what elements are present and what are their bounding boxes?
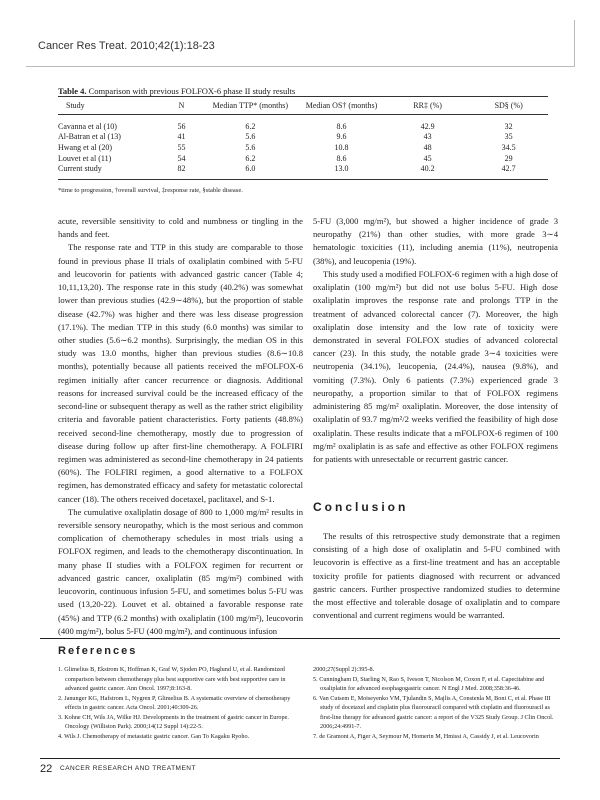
conclusion-paragraph: The results of this retrospective study demonstrate that a regimen consisting of a high dose of oxaliplatin and 5-FU combined with leucovorin is effective as a first-line treatment and has an acceptable toxicity profile for patients diagnosed with recurrent or advanced gastric cancers. Further prospective randomized studies to determine the most effective and tolerable dosage of oxaliplatin and to compare conventional and current regimens would be warranted. [313,531,560,621]
body-paragraph: The cumulative oxaliplatin dosage of 800 to 1,000 mg/m² results in reversible sensory neuropathy, which is the most serious and common complication of chemotherapy schedules in most trials using a FOLFOX regimen, and leads to the chemotherapy discontinuation. In many phase II studies with a FOLFOX regimen for recurrent or advanced gastric cancer, oxaliplatin (85 mg/m²) combined with leucovorin, continuous infusion 5-FU, and sometimes bolus 5-FU was used (13,20-22). Louvet et al. obtained a favorable response rate (45%) and TTP (6.2 months) with oxaliplatin (100 mg/m²), leucovorin (400 mg/m²), bolus 5-FU (400 mg/m²), and continuous infusion [58,506,303,636]
column-header: Median OS† (months) [297,97,386,115]
reference-item: 2000;27(Suppl 2):395-8. [313,666,375,673]
references-rule [40,638,560,639]
footer-rule [40,758,560,759]
table-cell: 8.6 [336,121,347,131]
table-caption-text: Comparison with previous FOLFOX-6 phase II study results [86,86,296,96]
body-paragraph: acute, reversible sensitivity to cold and numbness or tingling in the hands and feet. [58,216,303,240]
table-cell: Al-Batran et al (13) [58,131,121,141]
references-right [313,665,560,741]
table-footnote: *time to progression, †overall survival, ‡response rate, §stable disease. [58,187,243,194]
table-cell: 6.2 [245,153,256,163]
body-left-column [58,215,303,638]
conclusion-heading: Conclusion [313,500,409,514]
table-row [58,142,548,153]
table-cell: 34.5 [501,142,516,152]
table-cell: Current study [58,164,159,179]
column-header: N [159,97,203,115]
comparison-table [58,96,548,180]
column-header: Median TTP* (months) [204,97,298,115]
table-cell: 54 [177,153,186,163]
table-cell: 45 [423,153,432,163]
body-paragraph: 5-FU (3,000 mg/m²), but showed a higher incidence of grade 3 neuropathy (21%) than other studies, with more grade 3∼4 hematologic toxicities (11), including anemia (11%), neutropenia (38%), and leucopenia (19%). [313,216,558,266]
table-cell: 82 [159,164,203,179]
table-cell: 6.0 [204,164,298,179]
table-cell: Cavanna et al (10) [58,121,117,131]
table-cell: 41 [177,131,186,141]
table-row [58,164,548,179]
table-cell: 8.6 [336,153,347,163]
table-cell: 6.2 [245,121,256,131]
table-cell: 32 [504,121,513,131]
table-cell: 40.2 [386,164,470,179]
table-caption [58,86,295,96]
table-caption-label: Table 4. [58,86,87,96]
footer-journal-name: CANCER RESEARCH AND TREATMENT [60,765,196,772]
body-right-column [313,215,558,466]
reference-item: 1. Glimelius B, Ekstrom K, Hoffman K, Graf W, Sjoden PO, Haglund U, et al. Randomized comparison between chemotherapy plus best supportive care with best supportive care in advanced gastric cancer. Ann Oncol. 1997;8:163-8. [58,666,286,692]
table-cell: 29 [504,153,513,163]
table-cell: 9.6 [336,131,347,141]
table-cell: Louvet et al (11) [58,153,112,163]
table-cell: 55 [177,142,186,152]
table-cell: 5.6 [245,142,256,152]
table-cell: 56 [177,121,186,131]
conclusion-column [313,530,560,623]
table-cell: 10.8 [334,142,349,152]
table-header-row [58,97,548,115]
table-cell: 43 [423,131,432,141]
table-cell: 13.0 [297,164,386,179]
page-number: 22 [40,763,53,775]
table-cell: Hwang et al (20) [58,142,112,152]
reference-item: 4. Wils J. Chemotherapy of metastatic gastric cancer. Gan To Kagaku Ryoho. [58,732,250,740]
table-row [58,131,548,142]
table-cell: 42.9 [420,121,435,131]
table-cell: 5.6 [245,131,256,141]
body-paragraph: This study used a modified FOLFOX-6 regimen with a high dose of oxaliplatin (100 mg/m²) but did not use bolus 5-FU. High dose oxaliplatin improves the response rate and prolongs TTP in the treatment of advanced colorectal cancer (7). Moreover, the high oxaliplatin dose intensity and the low rate of toxicity were demonstrated in several FOLFOX studies of advanced colorectal cancer (23). In this study, the notable grade 3∼4 toxicities were neutropenia (34.1%), leucopenia, (24.4%), nausea (9.8%), and vomiting (7.3%). Only 6 patients (7.3%) experienced grade 3 neuropathy, a proportion similar to that of FOLFOX regimens administering 85 mg/m² oxaliplatin. Moreover, the dose intensity of oxaliplatin of 93.7 mg/m²/2 weeks verified the feasibility of high dose oxaliplatin. These results indicate that a mFOLFOX-6 regimen of 100 mg/m² oxaliplatin is as safe and effective as other FOLFOX regimens for patients with unresectable or recurrent gastric cancer. [313,268,558,464]
column-header: RR‡ (%) [386,97,470,115]
references-left [58,665,305,741]
reference-item: 2. Janunger KG, Hafstrom L, Nygren P, Glimelius B. A systematic overview of chemotherapy effects in gastric cancer. Acta Oncol. 2001;40:309-26. [58,694,291,711]
body-paragraph: The response rate and TTP in this study are comparable to those found in previous phase II trials of oxaliplatin combined with 5-FU and leucovorin for patients with advanced gastric cancer (Table 4; 10,11,13,20). The response rate in this study (40.2%) was somewhat lower than previous studies (42.9∼48%), but the proportion of stable disease (42.7%) was higher and there was less disease progression (17.1%). The median TTP in this study (6.0 months) was similar to other studies (5.6∼6.2 months). Surprisingly, the median OS in this study was 13.0 months, higher than previous studies (8.6∼10.8 months), potentially because all patients received the mFOLFOX-6 regimen initially after cancer recurrence or diagnosis. Additional reasons for increased survival could be the increased efficacy of the second-line or subsequent therapy as well as the rather strict eligibility criteria and favorable patient characteristics. Forty patients (48.8%) received second-line chemotherapy, mostly due to progression of disease during follow up after first-line chemotherapy. A FOLFIRI regimen was administered as second-line chemotherapy in 24 patients (60%). The FOLFIRI regimen, a good alternative to a FOLFOX regimen, has demonstrated efficacy and safety for metastatic colorectal cancer (18). The others received docetaxel, paclitaxel, and S-1. [58,242,303,504]
reference-item: 7. de Gramont A, Figer A, Seymour M, Homerin M, Hmissi A, Cassidy J, et al. Leucovorin [313,732,539,740]
journal-citation: Cancer Res Treat. 2010;42(1):18-23 [38,40,215,52]
table-cell: 35 [504,131,513,141]
table-row [58,115,548,131]
table-row [58,153,548,164]
table-cell: 42.7 [469,164,548,179]
column-header: SD§ (%) [469,97,548,115]
column-header: Study [58,97,159,115]
table-cell: 48 [423,142,432,152]
references-heading: References [58,645,138,657]
reference-item: 5. Cunningham D, Starling N, Rao S, Iveson T, Nicolson M, Coxon F, et al. Capecitabine and oxaliplatin for advanced esophagogastric cancer. N Engl J Med. 2008;358:36-46. [313,675,545,692]
reference-item: 6. Van Cutsem E, Moiseyenko VM, Tjulandin S, Majlis A, Constenla M, Boni C, et al. Phase III study of docetaxel and cisplatin plus fluorouracil compared with cisplatin and fluorouracil as first-line therapy for advanced gastric cancer: a report of the V325 Study Group. J Clin Oncol. 2006;24:4991-7. [313,694,554,730]
reference-item: 3. Kohne CH, Wils JA, Wilke HJ. Developments in the treatment of gastric cancer in Europe. Oncology (Williston Park). 2000;14(12 Suppl 14):22-5. [58,713,289,730]
